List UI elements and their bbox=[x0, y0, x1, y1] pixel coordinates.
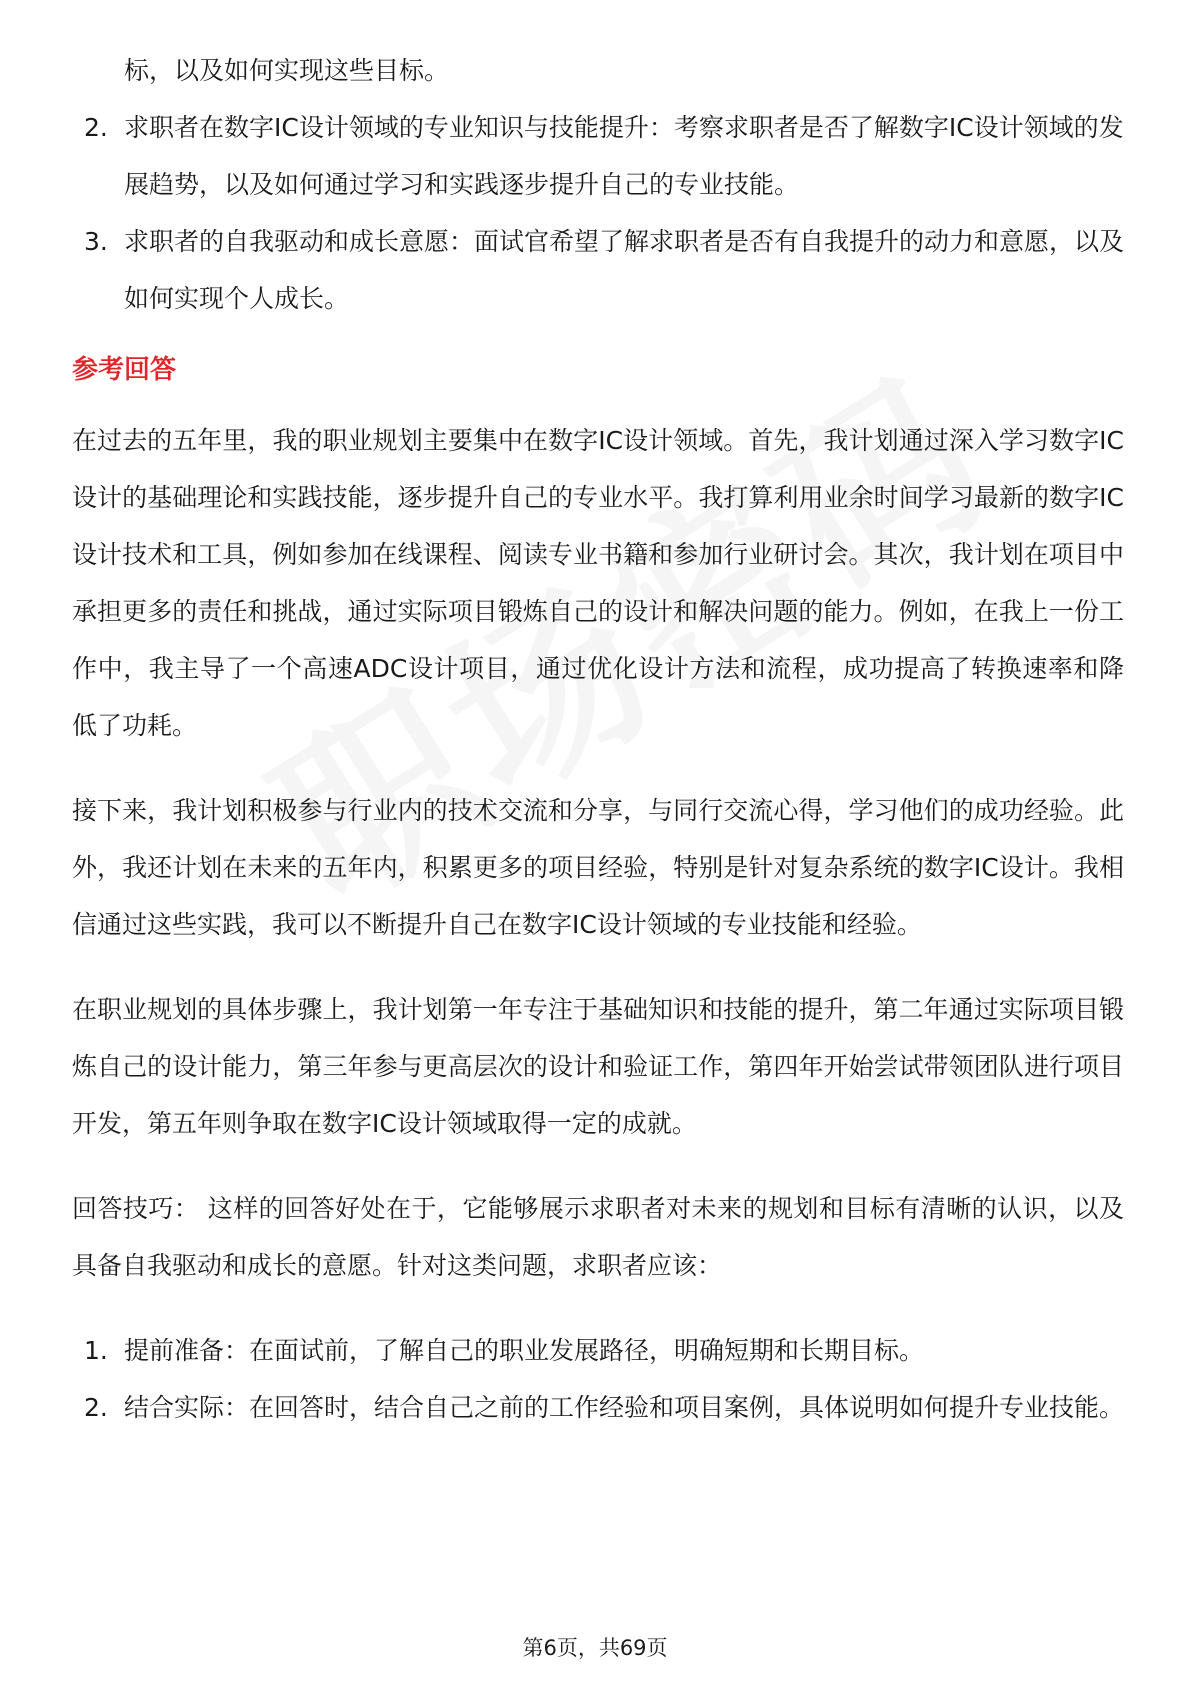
evaluation-points-list bbox=[72, 99, 1124, 327]
list-item bbox=[72, 1322, 1124, 1379]
answer-paragraph: 在职业规划的具体步骤上，我计划第一年专注于基础知识和技能的提升，第二年通过实际项目锻炼自己的设计能力，第三年参与更高层次的设计和验证工作，第四年开始尝试带领团队进行项目开发，第五年则争取在数字IC设计领域取得一定的成就。 bbox=[72, 995, 1124, 1138]
list-item-number: 2. bbox=[84, 113, 108, 142]
tips-intro-paragraph: 回答技巧： 这样的回答好处在于，它能够展示求职者对未来的规划和目标有清晰的认识，以及具备自我驱动和成长的意愿。针对这类问题，求职者应该： bbox=[72, 1194, 1124, 1280]
list-item-number: 2. bbox=[84, 1393, 108, 1422]
list-item-text: 提前准备：在面试前，了解自己的职业发展路径，明确短期和长期目标。 bbox=[124, 1336, 925, 1365]
list-item bbox=[72, 99, 1124, 213]
page-content bbox=[72, 42, 1124, 1436]
list-item-text: 求职者在数字IC设计领域的专业知识与技能提升：考察求职者是否了解数字IC设计领域的发展趋势，以及如何通过学习和实践逐步提升自己的专业技能。 bbox=[124, 113, 1124, 199]
list-item-text: 求职者的自我驱动和成长意愿：面试官希望了解求职者是否有自我提升的动力和意愿，以及如何实现个人成长。 bbox=[124, 227, 1125, 313]
list-item-number: 3. bbox=[84, 227, 108, 256]
list-item bbox=[72, 1379, 1124, 1436]
list-item bbox=[72, 213, 1124, 327]
intro-tail-text: 标，以及如何实现这些目标。 bbox=[124, 56, 450, 85]
list-item-number: 1. bbox=[84, 1336, 108, 1365]
tips-list bbox=[72, 1322, 1124, 1436]
list-item-text: 结合实际：在回答时，结合自己之前的工作经验和项目案例，具体说明如何提升专业技能。 bbox=[124, 1393, 1125, 1422]
answer-paragraph: 接下来，我计划积极参与行业内的技术交流和分享，与同行交流心得，学习他们的成功经验。此外，我还计划在未来的五年内，积累更多的项目经验，特别是针对复杂系统的数字IC设计。我相信通过这些实践，我可以不断提升自己在数字IC设计领域的专业技能和经验。 bbox=[72, 796, 1124, 939]
page-number-footer: 第6页，共69页 bbox=[522, 1636, 668, 1660]
section-heading: 参考回答 bbox=[72, 355, 177, 385]
answer-paragraph: 在过去的五年里，我的职业规划主要集中在数字IC设计领域。首先，我计划通过深入学习数字IC设计的基础理论和实践技能，逐步提升自己的专业水平。我打算利用业余时间学习最新的数字IC设计技术和工具，例如参加在线课程、阅读专业书籍和参加行业研讨会。其次，我计划在项目中承担更多的责任和挑战，通过实际项目锻炼自己的设计和解决问题的能力。例如，在我上一份工作中，我主导了一个高速ADC设计项目，通过优化设计方法和流程，成功提高了转换速率和降低了功耗。 bbox=[72, 426, 1124, 740]
